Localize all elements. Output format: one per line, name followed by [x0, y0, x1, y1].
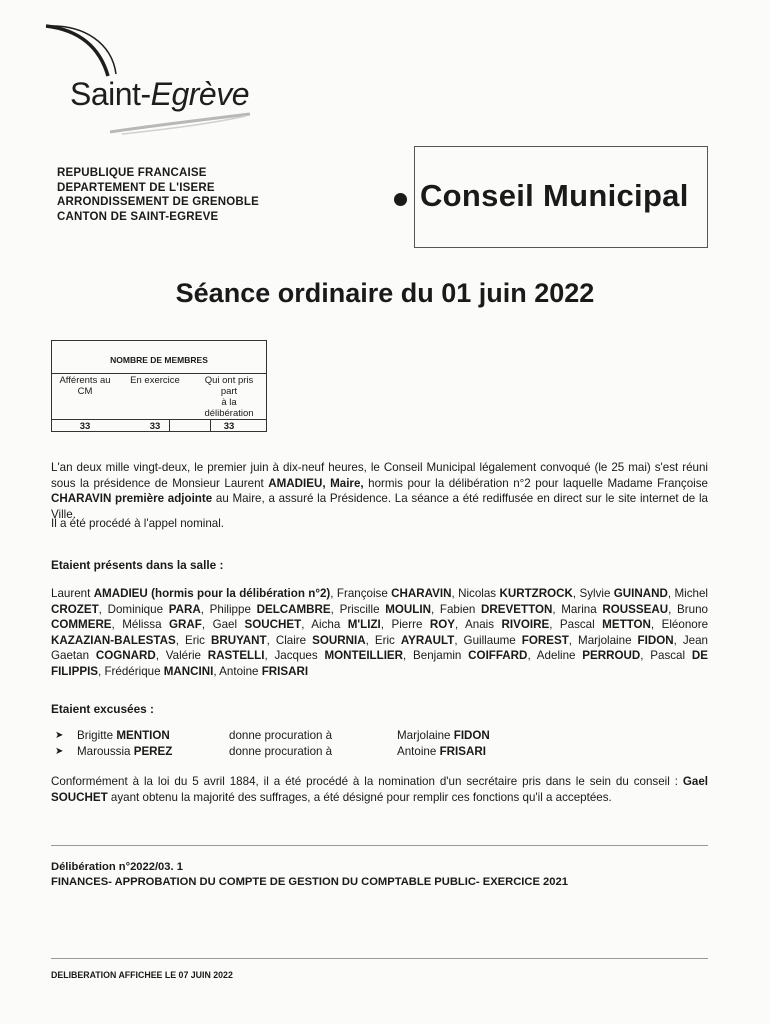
member-surname: COGNARD	[95, 649, 156, 662]
present-list: Laurent AMADIEU (hormis pour la délibération n°2), Françoise CHARAVIN, Nicolas KURTZROCK, Sylvie GUINAND, Michel CROZET, Dominique PARA, Philippe DELCAMBRE, Priscille MOULIN, Fabien DREVETTON, Marina ROUSSEAU, Bruno COMMERE, Mélissa GRAF, Gael SOUCHET, Aicha M'LIZI, Pierre ROY, Anais RIVOIRE, Pascal METTON, Eléonore KAZAZIAN-BALESTAS, Eric BRUYANT, Claire SOURNIA, Eric AYRAULT, Guillaume FOREST, Marjolaine FIDON, Jean Gaetan COGNARD, Valérie RASTELLI, Jacques MONTEILLIER, Benjamin COIFFARD, Adeline PERROUD, Pascal DE FILIPPIS, Frédérique MANCINI, Antoine FRISARI	[51, 587, 709, 678]
members-value-votants: 33	[223, 421, 235, 432]
member-surname: FOREST	[521, 633, 569, 647]
member-surname: FRISARI	[261, 664, 309, 678]
member-surname: DELCAMBRE	[256, 602, 331, 616]
member-surname: METTON	[602, 618, 651, 631]
logo-wordmark	[70, 76, 249, 113]
admin-line: CANTON DE SAINT-EGREVE	[57, 210, 219, 223]
member-surname: KAZAZIAN-BALESTAS	[51, 633, 176, 647]
member-surname: BRUYANT	[210, 633, 267, 647]
deliberation-number: Délibération n°2022/03. 1	[51, 861, 183, 873]
logo-part2: Egrève	[150, 76, 249, 112]
members-table	[51, 340, 267, 432]
member-surname: FIDON	[637, 633, 674, 647]
member-surname: KURTZROCK	[499, 587, 573, 600]
members-col-afferents: Afférents au CM	[59, 375, 111, 397]
present-heading: Etaient présents dans la salle :	[51, 558, 224, 572]
excused-proxy: Antoine FRISARI	[397, 745, 486, 758]
admin-line: REPUBLIQUE FRANCAISE	[57, 167, 207, 179]
secretary-paragraph: Conformément à la loi du 5 avril 1884, il a été procédé à la nomination d'un secrétaire pris dans le sein du conseil : Gael SOUCHET ayant obtenu la majorité des suffrages, a été désigné pour remplir ces fonctions qu'il a acceptées.	[51, 775, 708, 804]
divider	[51, 845, 708, 846]
member-surname: MOULIN	[385, 602, 431, 616]
members-col-votants: Qui ont pris part à la délibération	[204, 375, 254, 419]
member-surname: ROY	[429, 618, 455, 631]
member-surname: MANCINI	[163, 664, 214, 678]
member-surname: DE FILIPPIS	[51, 649, 708, 678]
member-surname: PARA	[168, 602, 201, 616]
member-surname: PERROUD	[582, 649, 641, 662]
member-surname: M'LIZI	[347, 618, 381, 631]
excused-member: Maroussia PEREZ	[77, 745, 173, 758]
divider	[52, 419, 266, 420]
excused-member: Brigitte MENTION	[77, 729, 170, 742]
member-surname: GRAF	[169, 618, 202, 631]
member-surname: CROZET	[51, 602, 99, 616]
council-title: Conseil Municipal	[420, 178, 689, 213]
member-surname: AMADIEU (hormis pour la délibération n°2)	[93, 587, 331, 600]
member-surname: CHARAVIN	[391, 587, 452, 600]
member-surname: ROUSSEAU	[602, 602, 669, 616]
member-surname: COMMERE	[51, 618, 112, 631]
member-surname: MONTEILLIER	[324, 649, 404, 662]
arrow-bullet-icon: ➤	[55, 746, 64, 757]
member-surname: COIFFARD	[468, 649, 528, 662]
excused-action: donne procuration à	[229, 729, 333, 742]
member-surname: SOUCHET	[244, 618, 302, 631]
members-value-exercice: 33	[149, 421, 161, 432]
deliberation-subject: FINANCES- APPROBATION DU COMPTE DE GESTION DU COMPTABLE PUBLIC- EXERCICE 2021	[51, 876, 568, 888]
members-table-header: NOMBRE DE MEMBRES	[110, 355, 208, 365]
excused-action: donne procuration à	[229, 745, 333, 758]
divider	[52, 373, 266, 374]
member-surname: AYRAULT	[400, 633, 455, 647]
bullet-icon	[394, 193, 407, 206]
member-surname: DREVETTON	[481, 602, 553, 616]
roll-call-line: Il a été procédé à l'appel nominal.	[51, 517, 225, 530]
arrow-bullet-icon: ➤	[55, 730, 64, 741]
logo-part1: Saint-	[70, 76, 151, 112]
divider	[51, 958, 708, 959]
excused-heading: Etaient excusées :	[51, 702, 154, 716]
member-surname: RASTELLI	[207, 649, 265, 662]
administration-block	[57, 166, 259, 224]
session-title: Séance ordinaire du 01 juin 2022	[175, 278, 595, 308]
admin-line: ARRONDISSEMENT DE GRENOBLE	[57, 196, 259, 208]
member-surname: GUINAND	[613, 587, 668, 600]
member-surname: SOURNIA	[312, 633, 366, 647]
intro-paragraph: L'an deux mille vingt-deux, le premier juin à dix-neuf heures, le Conseil Municipal légalement convoqué (le 25 mai) s'est réuni sous la présidence de Monsieur Laurent AMADIEU, Maire, hormis pour la délibération n°2 pour laquelle Madame Françoise CHARAVIN première adjointe au Maire, a assuré la Présidence. La séance a été rediffusée en direct sur le site internet de la Ville.	[51, 461, 708, 521]
admin-line: DEPARTEMENT DE L'ISERE	[57, 181, 215, 194]
members-value-afferents: 33	[79, 421, 91, 432]
member-surname: RIVOIRE	[501, 618, 550, 631]
excused-proxy: Marjolaine FIDON	[397, 729, 490, 742]
members-col-exercice: En exercice	[130, 375, 180, 386]
posting-date-footer: DELIBERATION AFFICHEE LE 07 JUIN 2022	[51, 970, 233, 980]
